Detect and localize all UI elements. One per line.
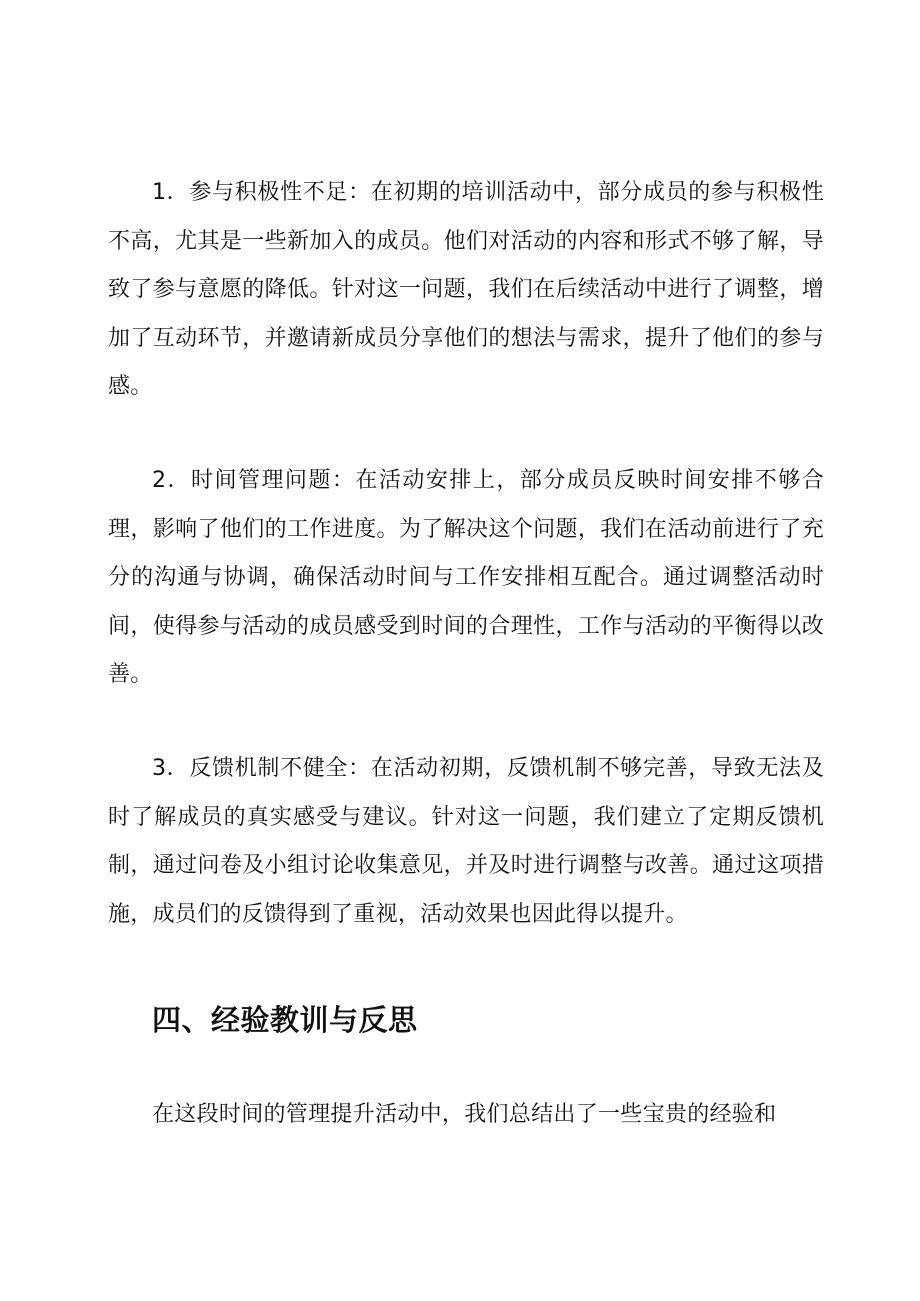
paragraph-feedback-mechanism: 3．反馈机制不健全：在活动初期，反馈机制不够完善，导致无法及时了解成员的真实感受与建议。针对这一问题，我们建立了定期反馈机制，通过问卷及小组讨论收集意见，并及时进行调整与改善。通过这项措施，成员们的反馈得到了重视，活动效果也因此得以提升。 [108, 756, 824, 927]
paragraph-time-management: 2．时间管理问题：在活动安排上，部分成员反映时间安排不够合理，影响了他们的工作进度。为了解决这个问题，我们在活动前进行了充分的沟通与协调，确保活动时间与工作安排相互配合。通过调整活动时间，使得参与活动的成员感受到时间的合理性，工作与活动的平衡得以改善。 [108, 468, 824, 687]
paragraph-participation: 1．参与积极性不足：在初期的培训活动中，部分成员的参与积极性不高，尤其是一些新加入的成员。他们对活动的内容和形式不够了解，导致了参与意愿的降低。针对这一问题，我们在后续活动中进行了调整，增加了互动环节，并邀请新成员分享他们的想法与需求，提升了他们的参与感。 [108, 180, 824, 399]
section-heading: 四、经验教训与反思 [152, 1003, 418, 1037]
paragraph-lessons-intro: 在这段时间的管理提升活动中，我们总结出了一些宝贵的经验和 [152, 1102, 777, 1127]
